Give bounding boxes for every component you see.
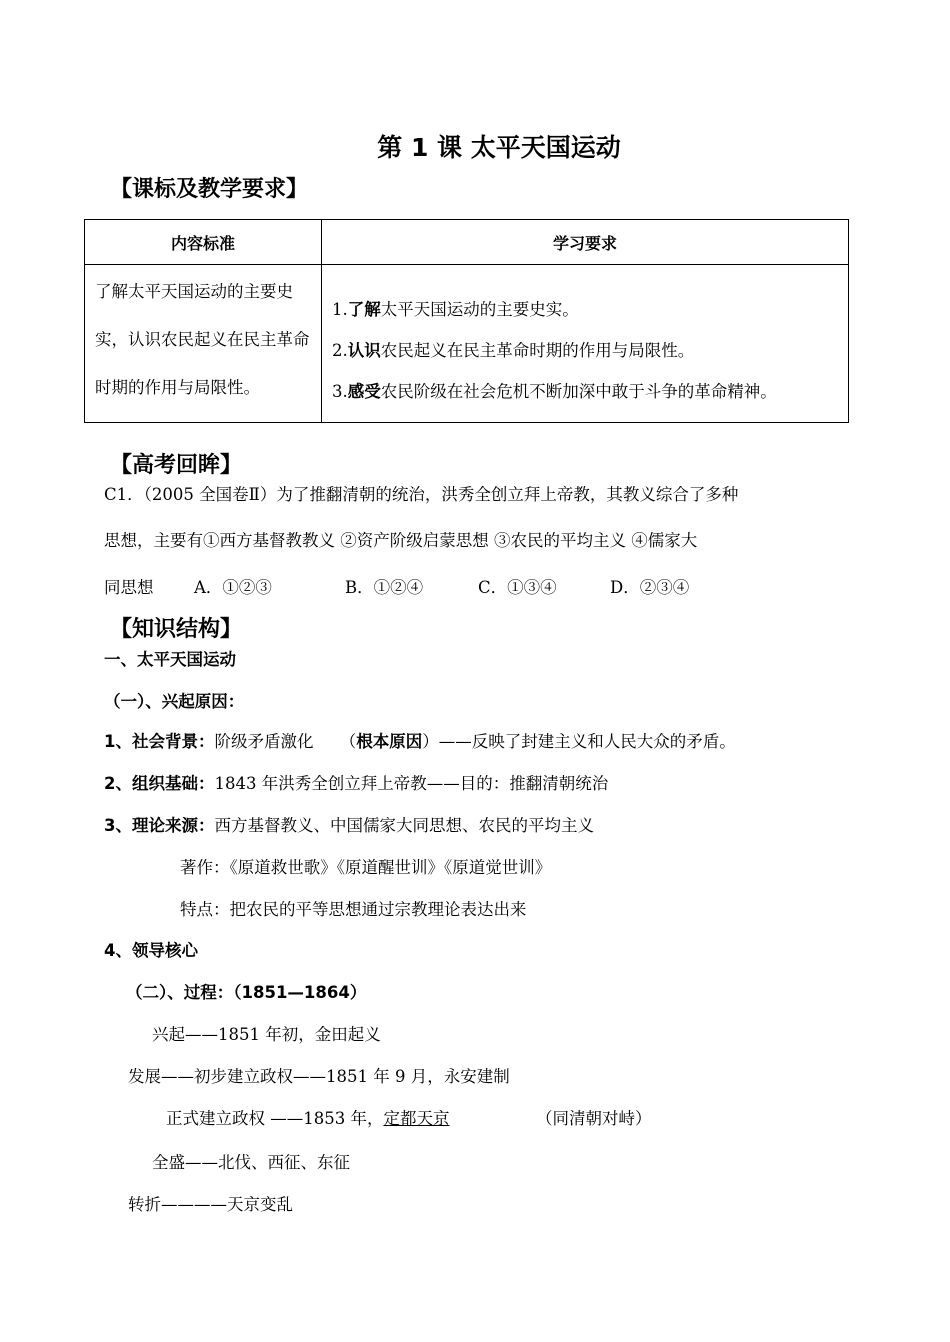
- process-turning-point: 转折————天京变乱: [128, 1195, 293, 1214]
- table-header-content: 内容标准: [85, 220, 322, 265]
- theory-feature: 特点：把农民的平等思想通过宗教理论表达出来: [180, 900, 527, 919]
- requirements-cell: [322, 265, 849, 423]
- table-row: [85, 265, 849, 423]
- subheading-process: （二）、过程：（1851—1864）: [126, 983, 367, 1002]
- requirement-item: 1.了解太平天国运动的主要史实。: [332, 300, 579, 319]
- option-b: B．①②④: [345, 578, 424, 597]
- option-c: C．①③④: [478, 578, 557, 597]
- process-development: 发展——初步建立政权——1851 年 9 月，永安建制: [128, 1067, 510, 1086]
- option-a: A．①②③: [194, 578, 272, 597]
- process-formal-note: （同清朝对峙）: [536, 1109, 652, 1128]
- part-heading: 一、太平天国运动: [104, 650, 236, 669]
- requirement-item: 3.感受农民阶级在社会危机不断加深中敢于斗争的革命精神。: [332, 382, 777, 401]
- section-heading-structure: 【知识结构】: [110, 617, 243, 642]
- section-heading-standards: 【课标及教学要求】: [110, 177, 309, 202]
- review-question-line-3: 同思想: [104, 578, 154, 597]
- process-rise: 兴起——1851 年初，金田起义: [152, 1025, 381, 1044]
- review-question-line-2: 思想，主要有①西方基督教教义 ②资产阶级启蒙思想 ③农民的平均主义 ④儒家大: [104, 531, 698, 550]
- cause-leadership: 4、领导核心: [104, 941, 198, 960]
- content-standard-cell: 了解太平天国运动的主要史实，认识农民起义在民主革命时期的作用与局限性。: [85, 265, 322, 423]
- table-header-row: [85, 220, 849, 265]
- process-formal-regime: 正式建立政权 ——1853 年，定都天京: [166, 1109, 450, 1128]
- cause-social-background: 1、社会背景：阶级矛盾激化 （根本原因）——反映了封建主义和人民大众的矛盾。: [104, 732, 736, 751]
- cause-theory: 3、理论来源：西方基督教义、中国儒家大同思想、农民的平均主义: [104, 816, 594, 835]
- capital-tianjing: 定都天京: [383, 1109, 450, 1128]
- table-header-requirements: 学习要求: [322, 220, 849, 265]
- page-title: 第 1 课 太平天国运动: [377, 133, 621, 162]
- subheading-causes: （一）、兴起原因：: [104, 692, 245, 711]
- requirement-item: 2.认识农民起义在民主革命时期的作用与局限性。: [332, 341, 695, 360]
- review-question-line-1: C1．（2005 全国卷Ⅱ）为了推翻清朝的统治，洪秀全创立拜上帝教，其教义综合了多种: [104, 485, 739, 504]
- cause-organization: 2、组织基础：1843 年洪秀全创立拜上帝教——目的：推翻清朝统治: [104, 774, 609, 793]
- process-peak: 全盛——北伐、西征、东征: [152, 1153, 350, 1172]
- standards-table: [84, 219, 849, 423]
- section-heading-review: 【高考回眸】: [110, 453, 243, 478]
- option-d: D．②③④: [610, 578, 690, 597]
- theory-works: 著作：《原道救世歌》《原道醒世训》《原道觉世训》: [180, 858, 552, 877]
